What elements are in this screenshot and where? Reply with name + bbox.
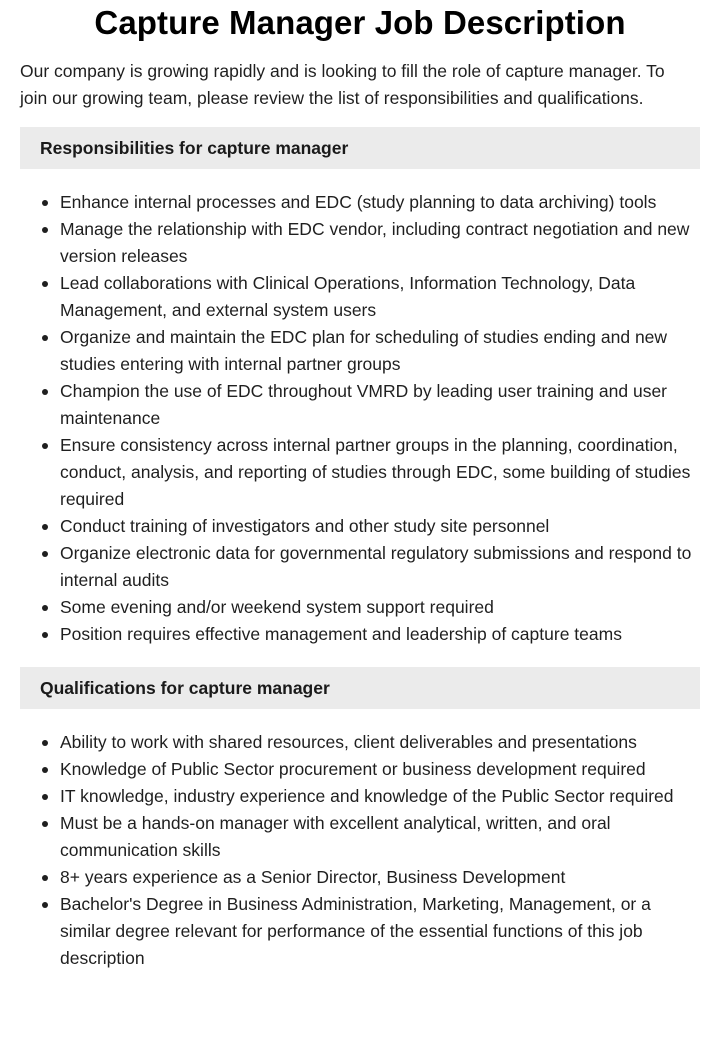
list-item	[20, 891, 700, 972]
page-title: Capture Manager Job Description	[94, 4, 626, 41]
list-item-text: Lead collaborations with Clinical Operations, Information Technology, Data Management, and external system users	[60, 273, 636, 320]
bullet-icon	[42, 902, 48, 908]
list-item-text: Enhance internal processes and EDC (study planning to data archiving) tools	[60, 192, 657, 212]
bullet-icon	[42, 389, 48, 395]
list-item	[20, 594, 700, 621]
list-item	[20, 216, 700, 270]
bullet-icon	[42, 524, 48, 530]
bullet-icon	[42, 740, 48, 746]
list-item	[20, 270, 700, 324]
list-item	[20, 513, 700, 540]
list-item-text: Organize electronic data for governmental regulatory submissions and respond to internal audits	[60, 543, 692, 590]
list-item-text: Champion the use of EDC throughout VMRD by leading user training and user maintenance	[60, 381, 668, 428]
list-item-text: Manage the relationship with EDC vendor, including contract negotiation and new version releases	[60, 219, 690, 266]
list-item	[20, 621, 700, 648]
bullet-icon	[42, 875, 48, 881]
qualifications-list	[20, 729, 700, 972]
bullet-icon	[42, 605, 48, 611]
qualifications-heading: Qualifications for capture manager	[20, 667, 700, 709]
list-item-text: Organize and maintain the EDC plan for scheduling of studies ending and new studies entering with internal partner groups	[60, 327, 668, 374]
list-item	[20, 810, 700, 864]
list-item	[20, 756, 700, 783]
bullet-icon	[42, 281, 48, 287]
list-item-text: IT knowledge, industry experience and knowledge of the Public Sector required	[60, 786, 674, 806]
list-item-text: Must be a hands-on manager with excellent analytical, written, and oral communication skills	[60, 813, 611, 860]
bullet-icon	[42, 632, 48, 638]
list-item-text: Some evening and/or weekend system support required	[60, 597, 494, 617]
bullet-icon	[42, 227, 48, 233]
bullet-icon	[42, 335, 48, 341]
bullet-icon	[42, 443, 48, 449]
list-item	[20, 378, 700, 432]
list-item	[20, 729, 700, 756]
bullet-icon	[42, 767, 48, 773]
responsibilities-heading: Responsibilities for capture manager	[20, 127, 700, 169]
list-item	[20, 324, 700, 378]
list-item-text: Conduct training of investigators and other study site personnel	[60, 516, 550, 536]
list-item	[20, 864, 700, 891]
bullet-icon	[42, 821, 48, 827]
list-item	[20, 189, 700, 216]
list-item-text: Bachelor's Degree in Business Administration, Marketing, Management, or a similar degree relevant for performance of the essential functions of this job description	[60, 894, 651, 968]
bullet-icon	[42, 551, 48, 557]
list-item	[20, 540, 700, 594]
list-item-text: Ensure consistency across internal partner groups in the planning, coordination, conduct, analysis, and reporting of studies through EDC, some building of studies required	[60, 435, 691, 509]
list-item-text: Knowledge of Public Sector procurement or business development required	[60, 759, 646, 779]
list-item-text: Position requires effective management and leadership of capture teams	[60, 624, 622, 644]
list-item-text: Ability to work with shared resources, client deliverables and presentations	[60, 732, 637, 752]
list-item	[20, 783, 700, 810]
intro-paragraph: Our company is growing rapidly and is looking to fill the role of capture manager. To join our growing team, please review the list of responsibilities and qualifications.	[20, 61, 665, 108]
list-item	[20, 432, 700, 513]
bullet-icon	[42, 794, 48, 800]
bullet-icon	[42, 200, 48, 206]
list-item-text: 8+ years experience as a Senior Director, Business Development	[60, 867, 566, 887]
responsibilities-list	[20, 189, 700, 648]
